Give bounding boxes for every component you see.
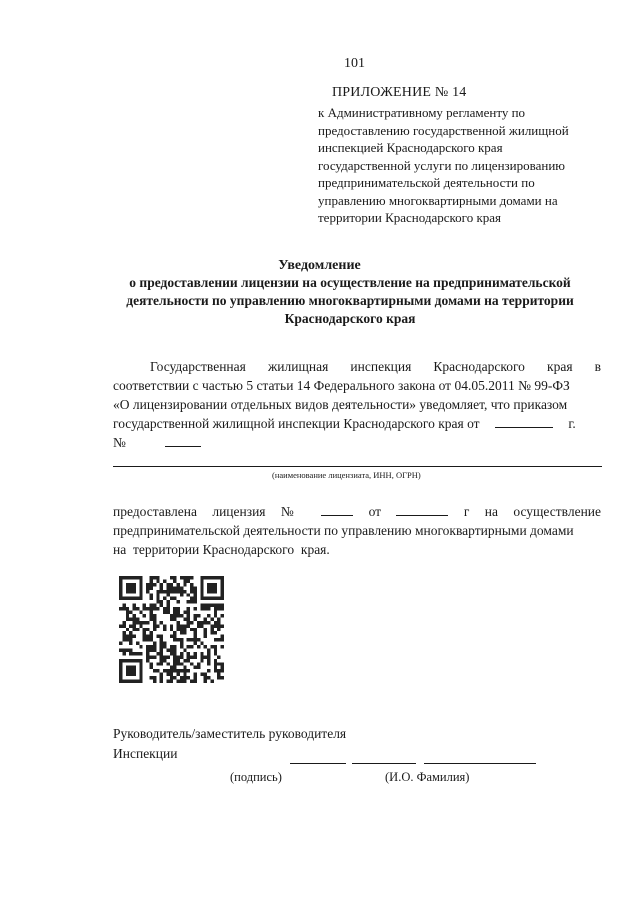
signature-blank <box>290 763 346 764</box>
appendix-text <box>318 104 618 227</box>
paragraph-2 <box>113 502 601 559</box>
appendix-line: территории Краснодарского края <box>318 210 502 225</box>
page-number: 101 <box>344 56 365 71</box>
word: лицензия <box>212 504 266 519</box>
number-sign: № <box>113 435 126 450</box>
appendix-line: инспекцией Краснодарского края <box>318 140 503 155</box>
number-blank <box>165 445 201 447</box>
notice-subtitle-line: деятельности по управлению многоквартирными домами на территории <box>126 293 574 308</box>
word: Краснодарского <box>433 359 525 374</box>
paragraph-1-line-3: «О лицензировании отдельных видов деятельности» уведомляет, что приказом <box>113 397 568 412</box>
appendix-line: предоставлению государственной жилищной <box>318 122 569 138</box>
notice-subtitle <box>100 274 600 328</box>
date-blank <box>495 426 553 428</box>
paragraph-1 <box>113 357 601 452</box>
licensee-line <box>113 466 602 467</box>
appendix-line: к Административному регламенту по <box>318 105 526 120</box>
name-blank-part-2 <box>424 763 536 764</box>
paragraph-2-line-1 <box>113 502 601 521</box>
word: в <box>594 359 602 374</box>
license-number-blank <box>321 514 353 516</box>
notice-subtitle-line: о предоставлении лицензии на осуществление на предпринимательской <box>129 275 571 290</box>
signature-caption: (подпись) <box>230 770 282 784</box>
qr-code-icon <box>119 576 224 683</box>
name-blank-part-1 <box>352 763 416 764</box>
signature-position-line-1: Руководитель/заместитель руководителя <box>113 726 347 741</box>
name-caption: (И.О. Фамилия) <box>385 770 470 784</box>
appendix-line: предпринимательской деятельности по <box>318 175 535 190</box>
paragraph-1-line-1 <box>113 357 601 376</box>
license-date-blank <box>396 514 448 516</box>
paragraph-1-line-4-text: государственной жилищной инспекции Краснодарского края от <box>113 416 480 431</box>
license-number: № <box>281 504 353 519</box>
word: жилищная <box>267 359 329 374</box>
paragraph-1-line-4 <box>113 414 601 433</box>
paragraph-1-line-5 <box>113 433 601 452</box>
paragraph-2-line-3: на территории Краснодарского края. <box>113 542 330 557</box>
word: края <box>547 359 573 374</box>
appendix-line: управлению многоквартирными домами на <box>318 192 558 208</box>
paragraph-1-line-2: соответствии с частью 5 статьи 14 Федерального закона от 04.05.2011 № 99-ФЗ <box>113 378 570 393</box>
word: осуществление <box>513 504 602 519</box>
signature-position-line-2: Инспекции <box>113 746 178 761</box>
word: г <box>463 504 470 519</box>
notice-title: Уведомление <box>278 258 361 273</box>
word: Государственная <box>150 359 246 374</box>
licensee-caption: (наименование лицензиата, ИНН, ОГРН) <box>272 470 421 480</box>
word: на <box>484 504 498 519</box>
appendix-line: государственной услуги по лицензированию <box>318 157 565 173</box>
paragraph-2-line-2: предпринимательской деятельности по управлению многоквартирными домами <box>113 523 574 538</box>
notice-subtitle-line: Краснодарского края <box>284 311 416 326</box>
appendix-title: ПРИЛОЖЕНИЕ № 14 <box>332 85 467 100</box>
word: предоставлена <box>113 504 197 519</box>
word: инспекция <box>350 359 412 374</box>
word: от <box>368 504 382 519</box>
year-abbr: г. <box>568 416 576 431</box>
